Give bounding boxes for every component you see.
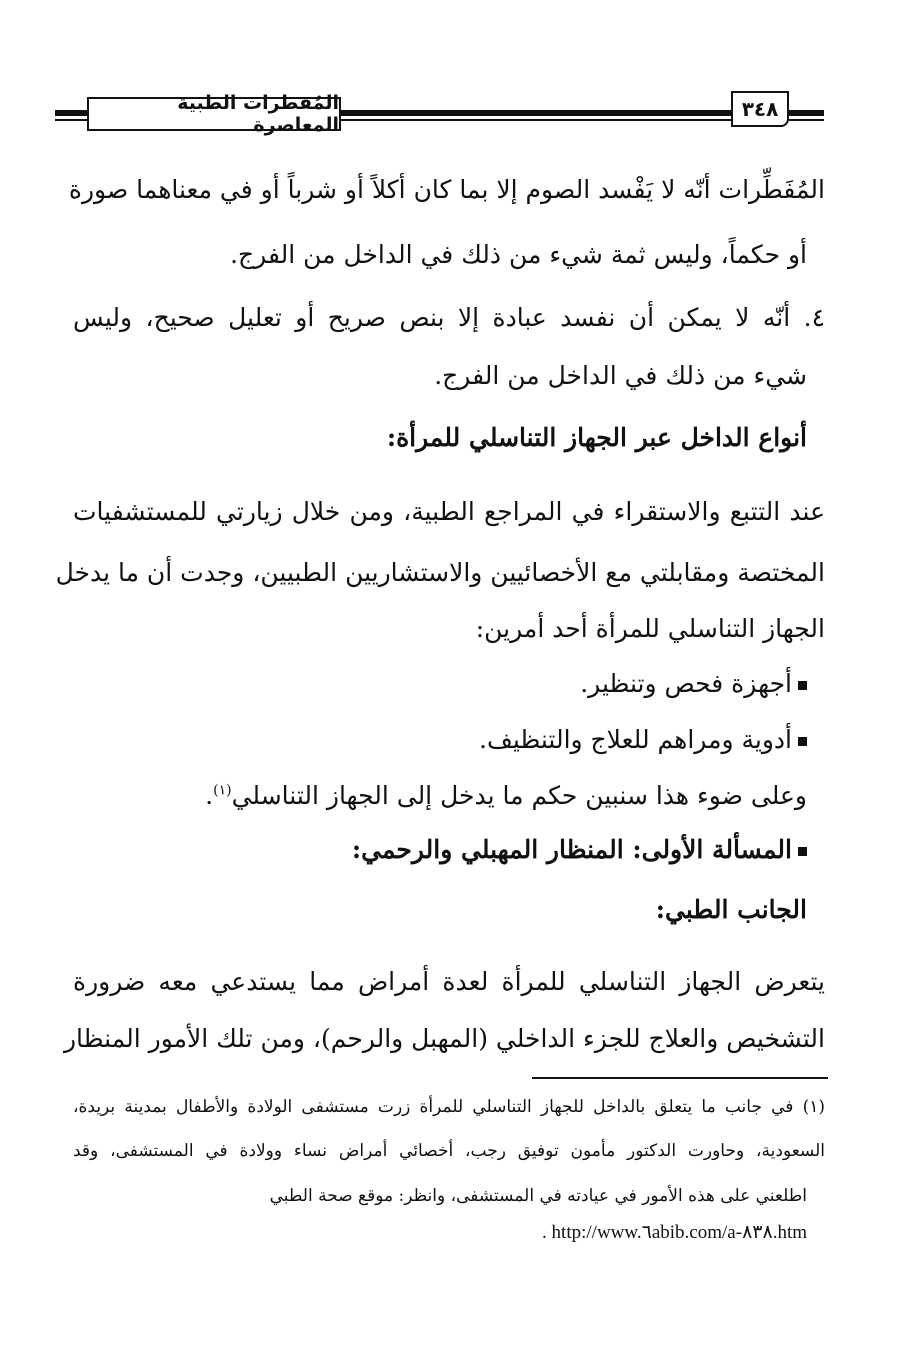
header-rule-left-thin	[55, 119, 87, 121]
footnote-line: اطلعني على هذه الأمور في عيادته في المستشفى، وانظر: موقع صحة الطبي	[269, 1186, 807, 1206]
subsection-heading: الجانب الطبي:	[655, 895, 807, 924]
paragraph-line: المُفَطِّرات أنّه لا يَفْسد الصوم إلا بما كان أكلاً أو شرباً أو في معناهما صورة	[68, 175, 825, 204]
header-rule-middle-thick	[341, 110, 731, 116]
header-rule-right-thick	[789, 110, 824, 116]
bullet-item	[55, 720, 807, 760]
header-rule-middle-thin	[341, 119, 731, 121]
paragraph-text: وعلى ضوء هذا سنبين حكم ما يدخل إلى الجهاز التناسلي	[231, 781, 807, 810]
bullet-text: أدوية ومراهم للعلاج والتنظيف.	[479, 725, 792, 754]
header-rule-right-thin	[789, 119, 824, 121]
page-number: ٣٤٨	[741, 97, 779, 121]
square-bullet-icon	[798, 737, 807, 746]
paragraph-line: أو حكماً، وليس ثمة شيء من ذلك في الداخل من الفرج.	[230, 240, 807, 269]
footnote-line: (١) في جانب ما يتعلق بالداخل للجهاز التناسلي للمرأة زرت مستشفى الولادة والأطفال بمدينة بريدة،	[73, 1097, 825, 1117]
header-rule-left-thick	[55, 110, 87, 116]
bullet-item	[55, 664, 807, 704]
square-bullet-icon	[798, 847, 807, 856]
paragraph-line: يتعرض الجهاز التناسلي للمرأة لعدة أمراض مما يستدعي معه ضرورة	[73, 967, 825, 996]
page-number-box	[731, 91, 789, 127]
book-title-box	[87, 92, 341, 136]
numbered-item-line: ٤. أنّه لا يمكن أن نفسد عبادة إلا بنص صريح أو تعليل صحيح، وليس	[73, 303, 825, 332]
paragraph-line: المختصة ومقابلتي مع الأخصائيين والاستشاريين الطبيين، وجدت أن ما يدخل	[55, 558, 825, 587]
paragraph-line: التشخيص والعلاج للجزء الداخلي (المهبل والرحم)، ومن تلك الأمور المنظار	[63, 1024, 825, 1053]
paragraph-line: عند التتبع والاستقراء في المراجع الطبية، ومن خلال زيارتي للمستشفيات	[73, 497, 825, 526]
bullet-text: أجهزة فحص وتنظير.	[580, 669, 792, 698]
paragraph-line	[55, 776, 807, 816]
paragraph-end: .	[205, 781, 214, 810]
numbered-item-line: شيء من ذلك في الداخل من الفرج.	[434, 361, 807, 390]
footnote-reference[interactable]: (١)	[213, 782, 232, 799]
footnote-url[interactable]: . http://www.٦abib.com/a-٨٣٨.htm	[542, 1222, 807, 1243]
paragraph-line: الجهاز التناسلي للمرأة أحد أمرين:	[475, 614, 825, 643]
section-heading: أنواع الداخل عبر الجهاز التناسلي للمرأة:	[386, 423, 807, 452]
footnote-line: السعودية، وحاورت الدكتور مأمون توفيق رجب، أخصائي أمراض نساء وولادة في المستشفى، وقد	[73, 1141, 825, 1161]
square-bullet-icon	[798, 681, 807, 690]
subsection-heading-text: المسألة الأولى: المنظار المهبلي والرحمي:	[351, 835, 792, 864]
book-title: المُفطرات الطبية المعاصرة	[177, 92, 339, 136]
subsection-heading	[55, 830, 807, 870]
footnote-separator	[532, 1077, 828, 1079]
